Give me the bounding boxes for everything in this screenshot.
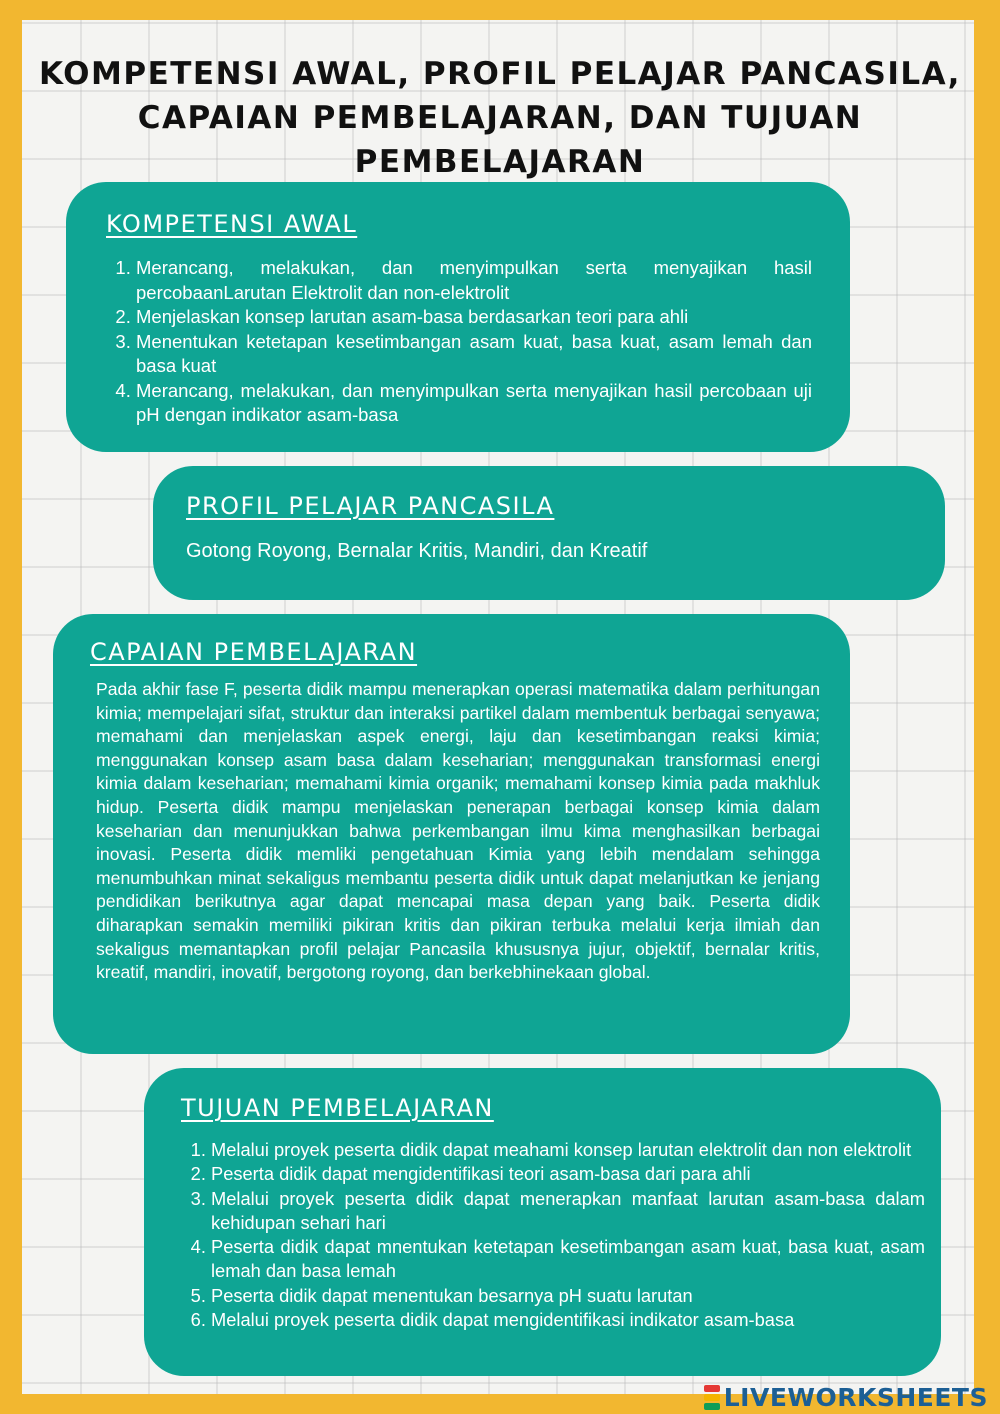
list-item: 2. Menjelaskan konsep larutan asam-basa berdasarkan teori para ahli <box>136 305 812 330</box>
list-item: 3. Melalui proyek peserta didik dapat menerapkan manfaat larutan asam-basa dalam kehidupan sehari hari <box>211 1187 925 1236</box>
profil-pelajar-heading: PROFIL PELAJAR PANCASILA <box>186 492 555 520</box>
tujuan-pembelajaran-heading: TUJUAN PEMBELAJARAN <box>181 1094 494 1122</box>
page-title <box>0 52 1000 184</box>
kompetensi-awal-heading: KOMPETENSI AWAL <box>106 210 358 238</box>
kompetensi-awal-list <box>106 256 812 428</box>
list-item: 4. Merancang, melakukan, dan menyimpulkan serta menyajikan hasil percobaan uji pH dengan indikator asam-basa <box>136 379 812 428</box>
liveworksheets-logo-icon <box>704 1385 720 1411</box>
list-item: 5. Peserta didik dapat menentukan besarnya pH suatu larutan <box>211 1284 925 1308</box>
tujuan-pembelajaran-list <box>181 1138 925 1332</box>
profil-pelajar-text: Gotong Royong, Bernalar Kritis, Mandiri, dan Kreatif <box>186 540 648 562</box>
capaian-pembelajaran-text: Pada akhir fase F, peserta didik mampu menerapkan operasi matematika dalam perhitungan kimia; mempelajari sifat, struktur dan interaksi partikel dalam membentuk berbagai senyawa; memahami dan menjelaskan aspek energi, laju dan kesetimbangan reaksi kimia; menggunakan konsep asam basa dalam keseharian; menggunakan transformasi energi kimia dalam keseharian; memahami kimia organik; memahami konsep kimia pada makhluk hidup. Peserta didik mampu menjelaskan penerapan berbagai konsep kimia dalam keseharian dan menunjukkan bahwa perkembangan ilmu kima menghasilkan berbagai inovasi. Peserta didik memliki pengetahuan Kimia yang lebih mendalam sehingga menumbuhkan minat sekaligus membantu peserta didik untuk dapat melanjutkan ke jenjang pendidikan berikutnya agar dapat mencapai masa depan yang baik. Peserta didik diharapkan semakin memiliki pikiran kritis dan pikiran terbuka melalui kerja ilmiah dan sekaligus memantapkan profil pelajar Pancasila khususnya jujur, objektif, bernalar kritis, kreatif, mandiri, inovatif, bergotong royong, dan berkebhinekaan global. <box>96 679 820 983</box>
liveworksheets-label: LIVEWORKSHEETS <box>723 1383 988 1412</box>
title-line-2: CAPAIAN PEMBELAJARAN, DAN TUJUAN PEMBELAJARAN <box>137 100 863 180</box>
liveworksheets-brand[interactable] <box>704 1383 988 1412</box>
tujuan-pembelajaran-card <box>144 1068 941 1376</box>
profil-pelajar-card <box>153 466 945 600</box>
list-item: 6. Melalui proyek peserta didik dapat mengidentifikasi indikator asam-basa <box>211 1308 925 1332</box>
list-item: 4. Peserta didik dapat mnentukan ketetapan kesetimbangan asam kuat, basa kuat, asam lemah dan basa lemah <box>211 1235 925 1284</box>
list-item: 3. Menentukan ketetapan kesetimbangan asam kuat, basa kuat, asam lemah dan basa kuat <box>136 330 812 379</box>
list-item: 1. Melalui proyek peserta didik dapat meahami konsep larutan elektrolit dan non elektrolit <box>211 1138 925 1162</box>
title-line-1: KOMPETENSI AWAL, PROFIL PELAJAR PANCASILA, <box>39 56 961 92</box>
list-item: 2. Peserta didik dapat mengidentifikasi teori asam-basa dari para ahli <box>211 1162 925 1186</box>
kompetensi-awal-card <box>66 182 850 452</box>
capaian-pembelajaran-card <box>53 614 850 1054</box>
list-item: 1. Merancang, melakukan, dan menyimpulkan serta menyajikan hasil percobaanLarutan Elektrolit dan non-elektrolit <box>136 256 812 305</box>
capaian-pembelajaran-heading: CAPAIAN PEMBELAJARAN <box>90 638 418 666</box>
